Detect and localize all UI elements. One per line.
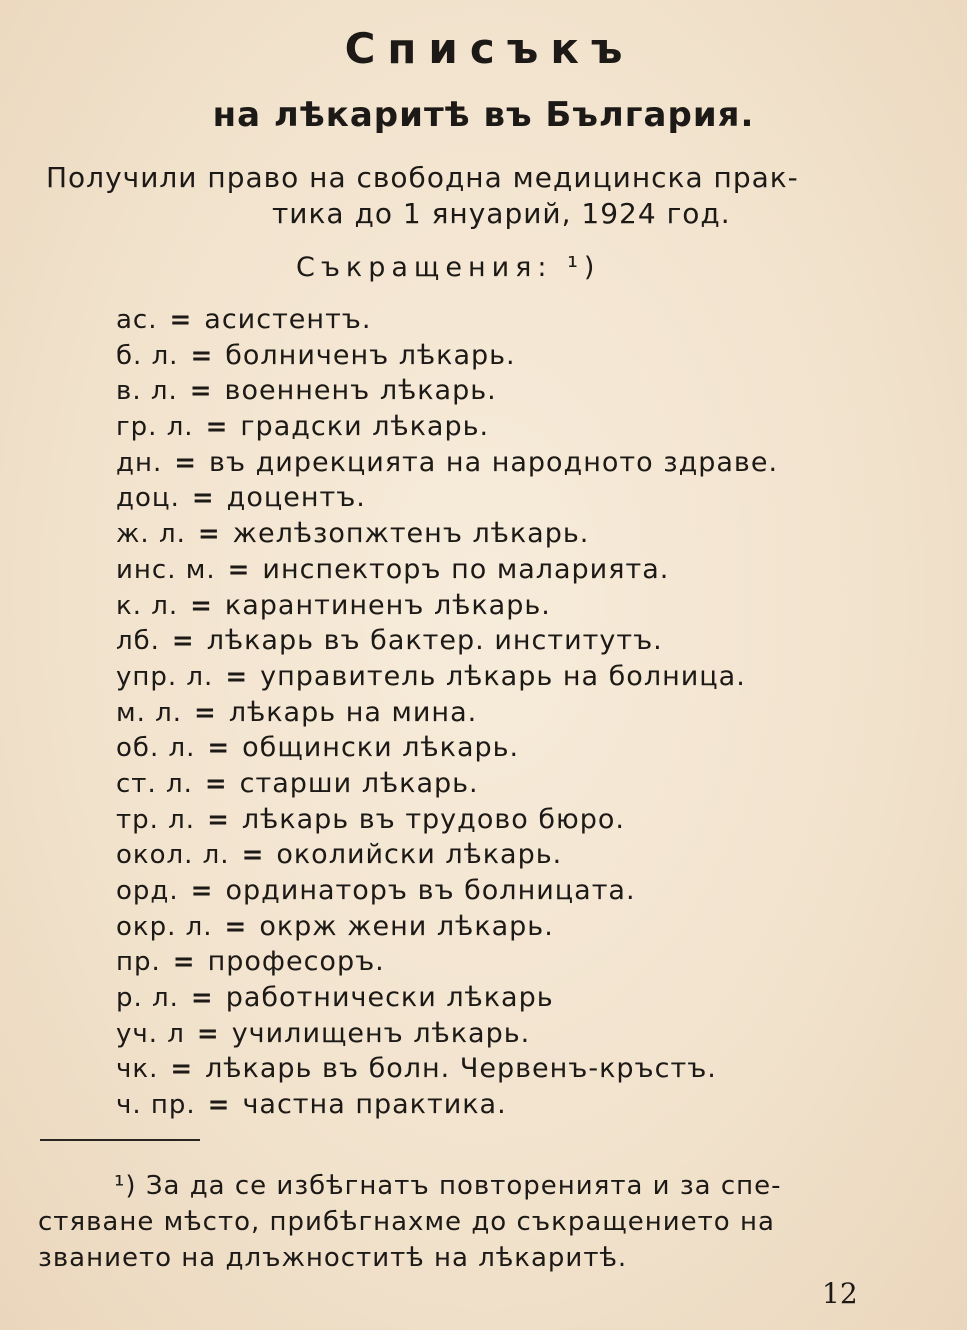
footnote-line-2: стяване мѣсто, прибѣгнахме до съкращението на: [38, 1207, 775, 1237]
abbr-term: чк.: [116, 1054, 159, 1085]
abbr-term: ч. пр.: [116, 1090, 196, 1121]
abbr-meaning: общински лѣкарь.: [242, 732, 520, 764]
equals-sign: =: [224, 911, 248, 942]
list-item: [116, 909, 916, 945]
equals-sign: =: [197, 519, 221, 550]
abbr-meaning: лѣкарь въ трудово бюро.: [241, 803, 625, 835]
abbr-term: к. л.: [116, 590, 179, 621]
abbr-term: окр. л.: [116, 911, 213, 942]
equals-sign: =: [227, 554, 251, 585]
abbr-term: лб.: [116, 626, 160, 657]
intro-line-1: Получили право на свободна медицинска прак-: [46, 161, 799, 194]
equals-sign: =: [241, 840, 265, 871]
intro-line-2: тика до 1 януарий, 1924 год.: [272, 197, 731, 230]
abbr-term: орд.: [116, 876, 179, 906]
abbr-meaning: въ дирекцията на народното здраве.: [209, 446, 779, 478]
abbr-term: тр. л.: [116, 804, 196, 835]
abbr-term: б. л.: [116, 340, 179, 371]
list-item: [116, 409, 916, 445]
abbr-term: ж. л.: [116, 519, 186, 550]
abbr-meaning: градски лѣкарь.: [240, 411, 490, 443]
abbr-meaning: карантиненъ лѣкарь.: [224, 589, 551, 621]
abbr-term: упр. л.: [116, 661, 214, 692]
equals-sign: =: [207, 804, 230, 835]
equals-sign: =: [190, 876, 214, 906]
abbr-term: доц.: [116, 483, 180, 514]
list-item: [116, 1016, 916, 1052]
abbr-meaning: инспекторъ по маларията.: [262, 553, 670, 585]
abbr-meaning: окрж жени лѣкарь.: [259, 910, 554, 942]
list-item: [116, 980, 916, 1016]
list-item: [116, 302, 916, 338]
equals-sign: =: [171, 626, 195, 657]
abbr-meaning: професоръ.: [207, 946, 385, 978]
abbr-term: уч. л: [116, 1018, 185, 1049]
equals-sign: =: [207, 1090, 231, 1121]
list-item: [116, 623, 916, 659]
abbr-meaning: лѣкарь въ болн. Червенъ-кръстъ.: [205, 1053, 717, 1085]
list-item: [116, 373, 916, 409]
equals-sign: =: [204, 768, 228, 799]
list-item: [116, 516, 916, 552]
equals-sign: =: [190, 340, 214, 371]
list-item: [116, 588, 916, 624]
abbr-term: окол. л.: [116, 840, 230, 871]
equals-sign: =: [169, 305, 193, 335]
list-item: [116, 873, 916, 909]
equals-sign: =: [174, 447, 198, 478]
abbr-meaning: болниченъ лѣкарь.: [225, 339, 516, 371]
list-item: [116, 1087, 916, 1123]
list-item: [116, 802, 916, 838]
list-item: [116, 695, 916, 731]
abbr-term: ас.: [116, 305, 158, 335]
footnote: [38, 1168, 928, 1276]
list-item: [116, 552, 916, 588]
list-item: [116, 766, 916, 802]
abbr-meaning: околийски лѣкарь.: [276, 839, 563, 871]
equals-sign: =: [225, 661, 249, 692]
list-item: [116, 837, 916, 873]
abbr-term: инс. м.: [116, 554, 216, 585]
list-item: [116, 1051, 916, 1087]
abbr-term: р. л.: [116, 983, 179, 1014]
abbr-meaning: лѣкарь на мина.: [228, 696, 478, 728]
abbr-meaning: работнически лѣкарь: [225, 982, 554, 1014]
equals-sign: =: [196, 1018, 220, 1049]
abbr-term: гр. л.: [116, 412, 194, 443]
page-subtitle: на лѣкаритѣ въ България.: [212, 95, 755, 135]
abbr-meaning: желѣзопжтенъ лѣкарь.: [232, 518, 590, 550]
intro-paragraph: [46, 160, 926, 232]
page-number: 12: [822, 1277, 858, 1310]
footnote-line-1: ¹) За да се избѣгнатъ повторенията и за спе-: [114, 1171, 782, 1201]
abbr-term: м. л.: [116, 697, 183, 728]
abbr-meaning: управитель лѣкарь на болница.: [260, 660, 746, 692]
abbr-meaning: старши лѣкарь.: [239, 767, 479, 799]
list-item: [116, 480, 916, 516]
page-title: Списъкъ: [344, 24, 635, 73]
abbr-meaning: училищенъ лѣкарь.: [231, 1017, 531, 1049]
abbr-term: ст. л.: [116, 768, 193, 799]
abbr-term: об. л.: [116, 733, 196, 764]
equals-sign: =: [190, 983, 214, 1014]
equals-sign: =: [205, 412, 229, 443]
footnote-separator: [40, 1139, 200, 1141]
equals-sign: =: [189, 376, 213, 407]
abbreviations-list: [116, 302, 916, 1123]
abbr-meaning: военненъ лѣкарь.: [224, 375, 497, 407]
list-item: [116, 659, 916, 695]
footnote-line-3: званието на длъжноститѣ на лѣкаритѣ.: [38, 1243, 628, 1273]
list-item: [116, 445, 916, 481]
equals-sign: =: [190, 590, 213, 621]
equals-sign: =: [170, 1054, 194, 1085]
abbr-meaning: доцентъ.: [226, 482, 366, 514]
equals-sign: =: [191, 483, 215, 514]
abbr-meaning: частна практика.: [242, 1089, 507, 1121]
list-item: [116, 338, 916, 374]
abbr-meaning: лѣкарь въ бактер. институтъ.: [206, 625, 663, 657]
abbr-meaning: асистентъ.: [204, 304, 372, 335]
equals-sign: =: [172, 947, 196, 978]
abbr-term: дн.: [116, 447, 163, 478]
abbreviations-heading: Съкращения: ¹): [296, 252, 601, 283]
equals-sign: =: [207, 733, 231, 764]
abbr-term: в. л.: [116, 376, 178, 407]
list-item: [116, 730, 916, 766]
abbr-meaning: ординаторъ въ болницата.: [225, 875, 636, 906]
abbr-term: пр.: [116, 947, 161, 978]
equals-sign: =: [194, 697, 217, 728]
list-item: [116, 944, 916, 980]
